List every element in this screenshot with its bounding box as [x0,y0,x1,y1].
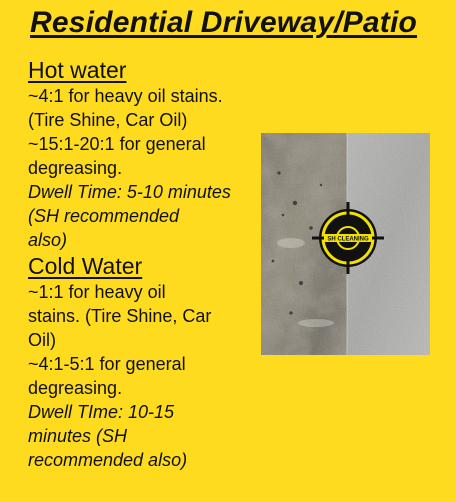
hot-line-1: ~4:1 for heavy oil stains. [28,86,223,106]
cold-dwell-time-2: minutes (SH [28,426,128,446]
sh-logo-text: SH CLEANING [327,236,369,243]
cold-line-3: Oil) [28,330,56,350]
hot-dwell-time-3: also) [28,230,68,250]
driveway-before-after-photo [261,133,430,355]
cold-line-1: ~1:1 for heavy oil [28,282,166,302]
hot-dwell-time-1: Dwell Time: 5-10 minutes [28,182,231,202]
cold-dwell-time-1: Dwell TIme: 10-15 [28,402,175,422]
hot-water-heading: Hot water [28,57,127,83]
instructions-column [28,56,268,472]
hot-line-4: degreasing. [28,158,123,178]
cold-line-2: stains. (Tire Shine, Car [28,306,212,326]
hot-dwell-time-2: (SH recommended [28,206,180,226]
cold-line-4: ~4:1-5:1 for general [28,354,186,374]
cold-water-heading: Cold Water [28,253,143,279]
cold-line-5: degreasing. [28,378,123,398]
page-title: Residential Driveway/Patio [30,6,418,39]
cold-dwell-time-3: recommended also) [28,450,188,470]
hot-line-2: (Tire Shine, Car Oil) [28,110,188,130]
hot-line-3: ~15:1-20:1 for general [28,134,206,154]
